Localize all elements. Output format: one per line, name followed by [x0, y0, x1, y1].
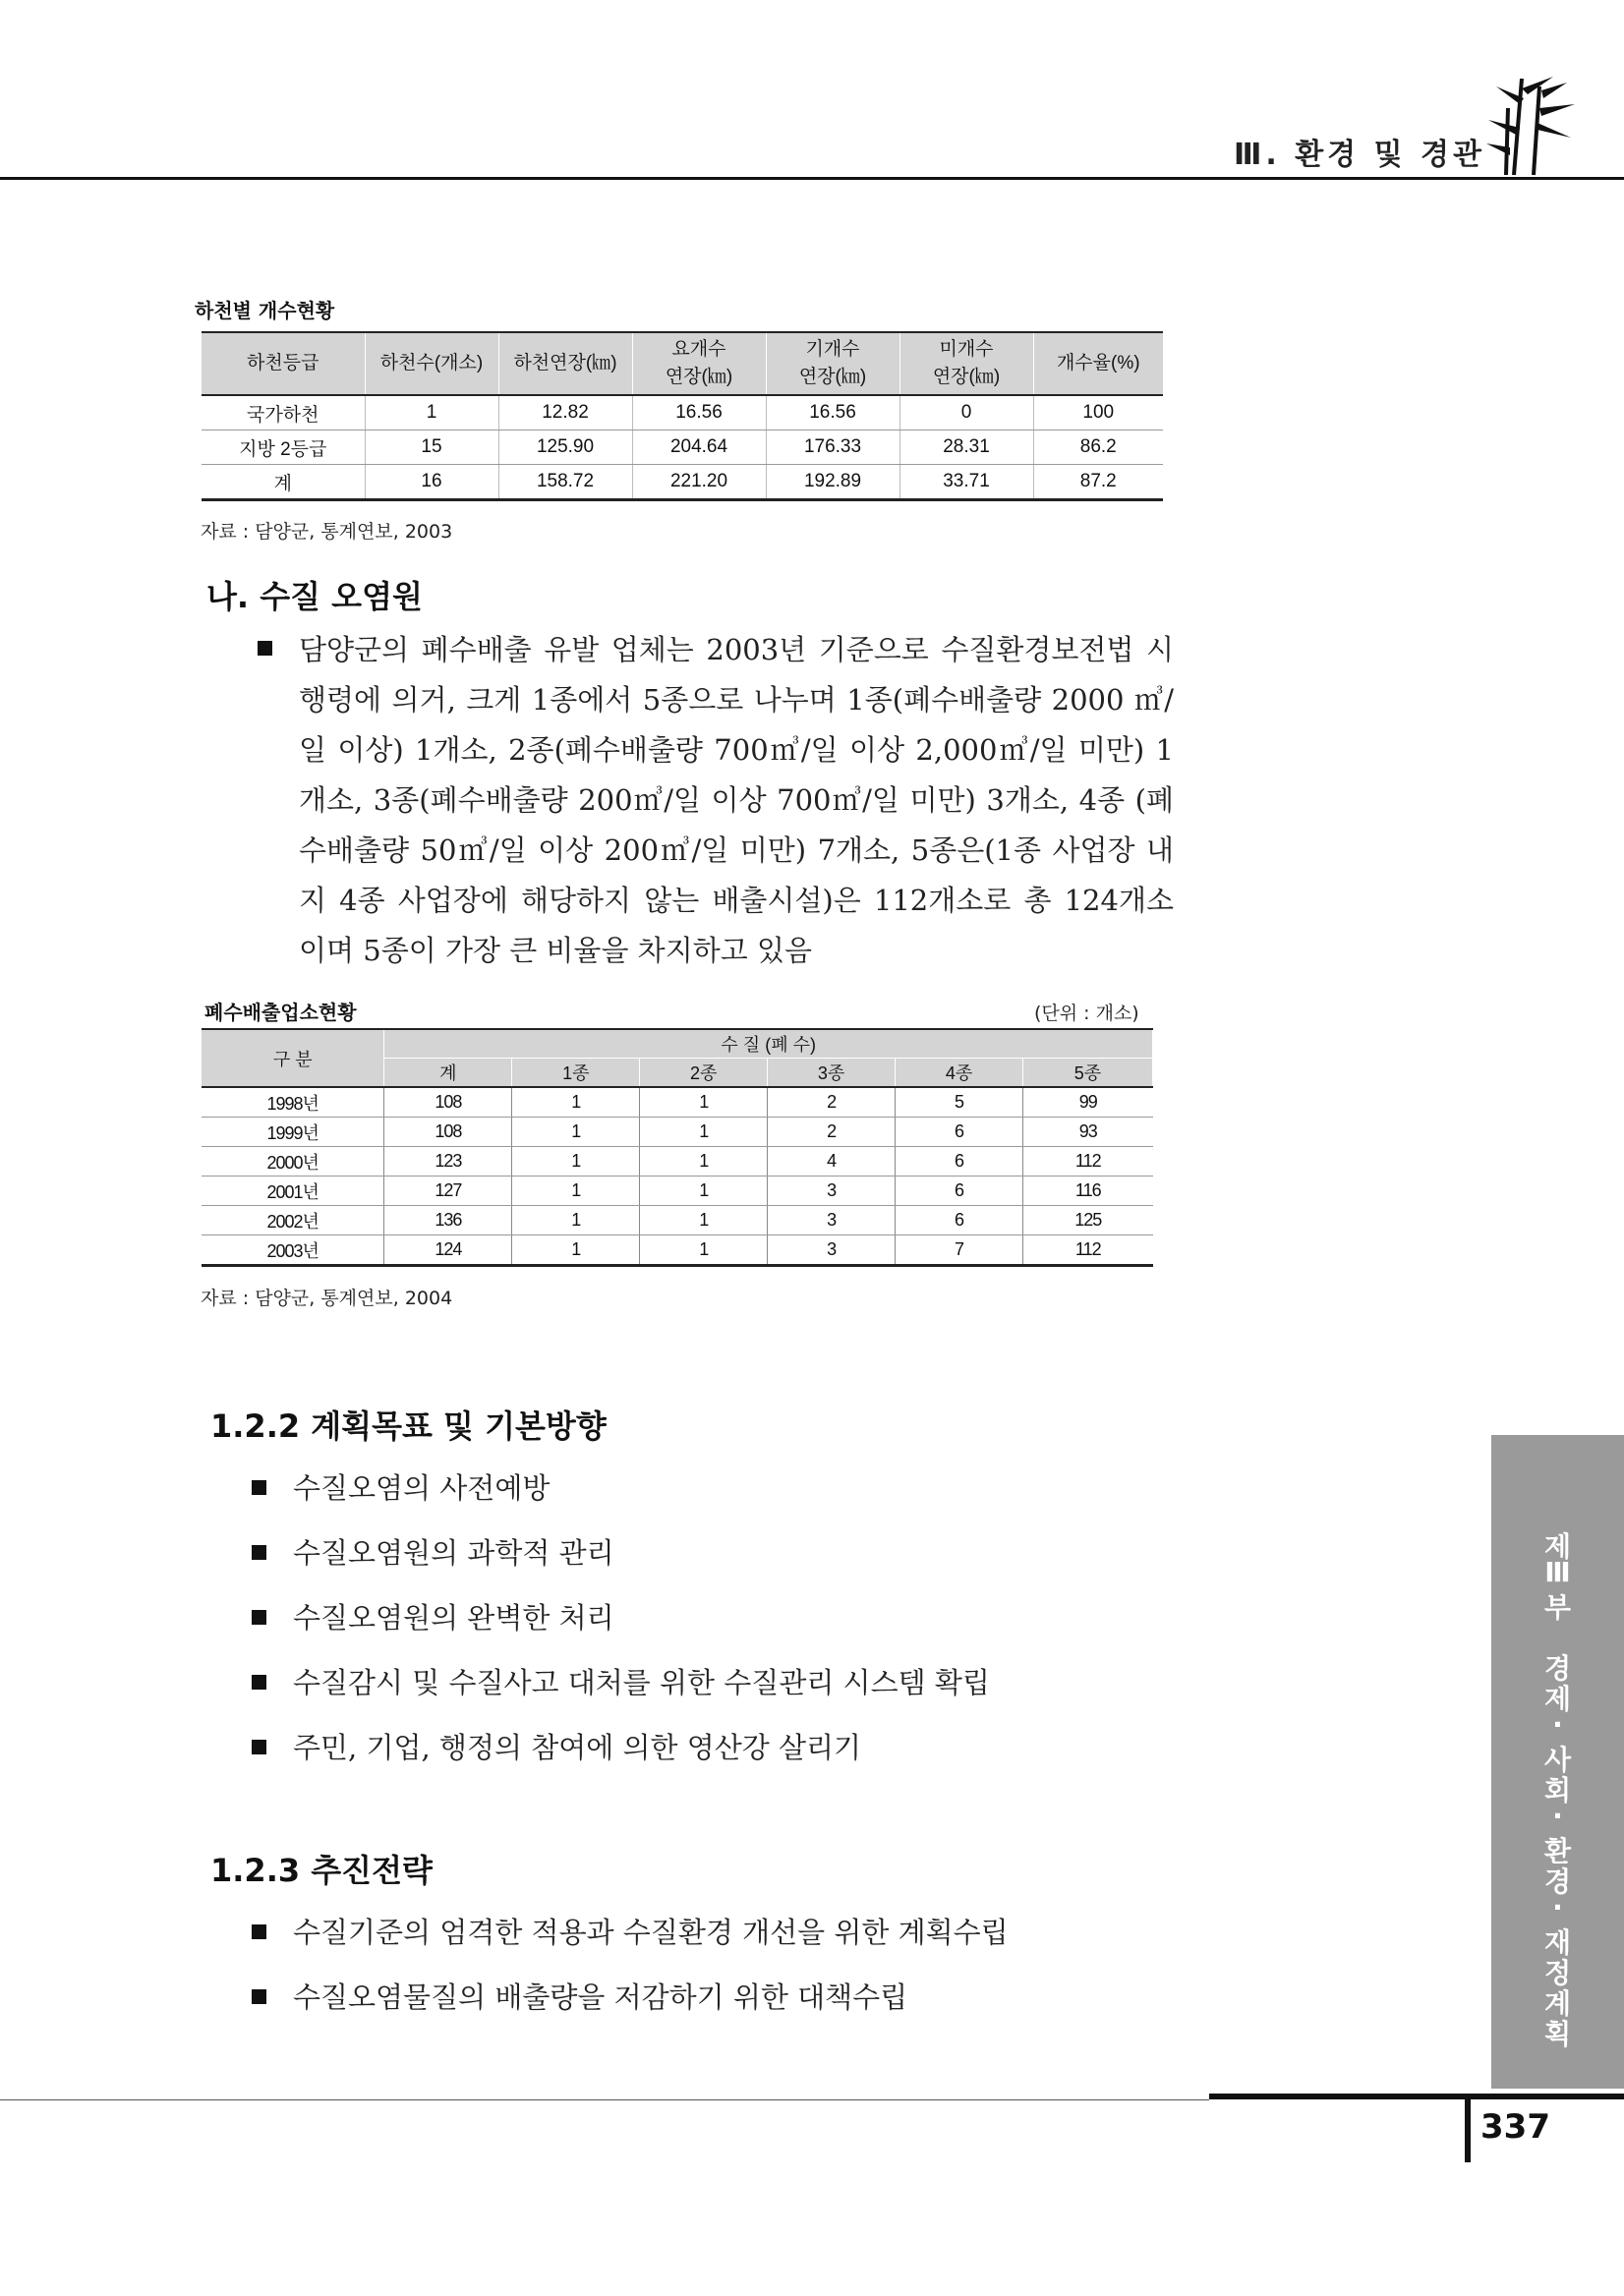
- side-tab-char: 경: [1543, 1652, 1572, 1685]
- side-tab-char: 제: [1543, 1530, 1572, 1563]
- column-header: 하천연장(㎞): [498, 332, 632, 395]
- table-header-row: [202, 332, 1163, 395]
- table-row: [202, 1087, 1153, 1118]
- column-header: 요개수 연장(㎞): [632, 332, 766, 395]
- table-row: [202, 395, 1163, 430]
- table-cell: 1: [640, 1147, 768, 1177]
- bullet-square-icon: [252, 1740, 266, 1754]
- side-tab-char: ·: [1552, 1708, 1563, 1741]
- column-header: 미개수 연장(㎞): [899, 332, 1033, 395]
- table-cell: 33.71: [899, 465, 1033, 500]
- table-cell: 112: [1023, 1235, 1153, 1266]
- table-cell: 1: [512, 1118, 640, 1147]
- section-title-plan-goals: 1.2.2 계획목표 및 기본방향: [210, 1407, 607, 1445]
- footer-rule-thick: [1209, 2094, 1624, 2099]
- side-tab-char: 제: [1543, 1683, 1572, 1715]
- table-cell: 87.2: [1033, 465, 1163, 500]
- side-tab-char: 재: [1543, 1926, 1572, 1959]
- page-number: 337: [1480, 2107, 1550, 2147]
- column-header: 5종: [1023, 1059, 1153, 1088]
- table-cell: 176.33: [766, 430, 899, 465]
- table-cell: 100: [1033, 395, 1163, 430]
- list-item: 수질오염물질의 배출량을 저감하기 위한 대책수립: [293, 1980, 908, 2014]
- table-cell: 125.90: [498, 430, 632, 465]
- side-tab-char: Ⅲ: [1544, 1556, 1571, 1588]
- table-cell: 6: [896, 1206, 1023, 1235]
- pollution-paragraph: 담양군의 폐수배출 유발 업체는 2003년 기준으로 수질환경보전법 시행령에 의거, 크게 1종에서 5종으로 나누며 1종(폐수배출량 2000 ㎥/일 이상) 1개소, 2종(폐수배출량 700㎥/일 이상 2,000㎥/일 미만) 1개소, 3종(폐수배출량 200㎥/일 이상 700㎥/일 미만) 3개소, 4종 (폐수배출량 50㎥/일 이상 200㎥/일 미만) 7개소, 5종은(1종 사업장 내지 4종 사업장에 해당하지 않는 배출시설)은 112개소로 총 124개소 이며 5종이 가장 큰 비율을 차지하고 있음: [299, 633, 1174, 967]
- table-cell: 93: [1023, 1118, 1153, 1147]
- list-item: 수질오염원의 과학적 관리: [293, 1536, 614, 1570]
- table-cell: 16: [365, 465, 498, 500]
- column-header: 4종: [896, 1059, 1023, 1088]
- river-status-table: [202, 331, 1163, 501]
- table-cell: 16.56: [632, 395, 766, 430]
- list-item: 주민, 기업, 행정의 참여에 의한 영산강 살리기: [293, 1731, 861, 1764]
- column-header: 하천수(개소): [365, 332, 498, 395]
- table2-caption: 폐수배출업소현황: [204, 1001, 357, 1024]
- table-cell: 3: [768, 1206, 896, 1235]
- column-header: 하천등급: [202, 332, 365, 395]
- table-cell: 지방 2등급: [202, 430, 365, 465]
- table-cell: 28.31: [899, 430, 1033, 465]
- table-row: [202, 1177, 1153, 1206]
- table-cell: 123: [384, 1147, 512, 1177]
- table-row: [202, 1118, 1153, 1147]
- part-side-tab: [1491, 1435, 1624, 2089]
- table-cell: 86.2: [1033, 430, 1163, 465]
- table-cell: 6: [896, 1177, 1023, 1206]
- table-cell: 1998년: [202, 1087, 384, 1118]
- table-row: [202, 1147, 1153, 1177]
- side-tab-char: 경: [1543, 1866, 1572, 1898]
- table-cell: 127: [384, 1177, 512, 1206]
- table2-unit: (단위 : 개소): [1034, 1003, 1139, 1024]
- table-cell: 2000년: [202, 1147, 384, 1177]
- header-gubun: 구 분: [202, 1029, 384, 1087]
- table-cell: 124: [384, 1235, 512, 1266]
- table-row: [202, 465, 1163, 500]
- table-cell: 1: [512, 1206, 640, 1235]
- table-cell: 6: [896, 1147, 1023, 1177]
- side-tab-char: 회: [1543, 1774, 1572, 1807]
- column-header: 3종: [768, 1059, 896, 1088]
- bullet-square-icon: [252, 1924, 266, 1939]
- footer-rule: [0, 2099, 1209, 2100]
- side-tab-char: 환: [1543, 1835, 1572, 1867]
- table-cell: 1: [365, 395, 498, 430]
- table-cell: 136: [384, 1206, 512, 1235]
- footer-bar: [1465, 2094, 1471, 2162]
- wastewater-facilities-table: [202, 1028, 1153, 1267]
- header-water-quality: 수 질 (폐 수): [384, 1029, 1153, 1059]
- table-cell: 1: [640, 1177, 768, 1206]
- column-header: 개수율(%): [1033, 332, 1163, 395]
- header-rule: [0, 177, 1624, 180]
- list-item: 수질오염의 사전예방: [293, 1471, 551, 1505]
- table-cell: 108: [384, 1118, 512, 1147]
- table-cell: 1: [640, 1206, 768, 1235]
- table2-source: 자료 : 담양군, 통계연보, 2004: [201, 1288, 453, 1309]
- list-item: 수질기준의 엄격한 적용과 수질환경 개선을 위한 계획수립: [293, 1916, 1009, 1949]
- table-row: [202, 1206, 1153, 1235]
- table1-source: 자료 : 담양군, 통계연보, 2003: [201, 521, 453, 543]
- table-cell: 5: [896, 1087, 1023, 1118]
- table-cell: 계: [202, 465, 365, 500]
- table-cell: 158.72: [498, 465, 632, 500]
- table-cell: 2003년: [202, 1235, 384, 1266]
- table-cell: 1: [512, 1177, 640, 1206]
- list-item: 수질오염원의 완벽한 처리: [293, 1601, 614, 1635]
- side-tab-char: 부: [1543, 1591, 1572, 1624]
- bullet-square-icon: [252, 1480, 266, 1495]
- table-cell: 2002년: [202, 1206, 384, 1235]
- column-header: 계: [384, 1059, 512, 1088]
- side-tab-char: 계: [1543, 1987, 1572, 2020]
- table1-caption: 하천별 개수현황: [195, 299, 335, 322]
- table-cell: 15: [365, 430, 498, 465]
- side-tab-char: ·: [1552, 1891, 1563, 1923]
- column-header: 1종: [512, 1059, 640, 1088]
- table-cell: 6: [896, 1118, 1023, 1147]
- table-cell: 2: [768, 1118, 896, 1147]
- table-cell: 1: [640, 1087, 768, 1118]
- list-item: 수질감시 및 수질사고 대처를 위한 수질관리 시스템 확립: [293, 1666, 990, 1699]
- table-cell: 12.82: [498, 395, 632, 430]
- table-cell: 1999년: [202, 1118, 384, 1147]
- table-cell: 125: [1023, 1206, 1153, 1235]
- table-row: [202, 430, 1163, 465]
- chapter-title: Ⅲ. 환경 및 경관: [1234, 138, 1485, 172]
- column-header: 2종: [640, 1059, 768, 1088]
- bullet-square-icon: [252, 1545, 266, 1560]
- table-cell: 1: [512, 1087, 640, 1118]
- table-row: [202, 1235, 1153, 1266]
- side-tab-char: 사: [1543, 1744, 1572, 1776]
- side-tab-char: 정: [1543, 1957, 1572, 1989]
- table-cell: 2: [768, 1087, 896, 1118]
- table-cell: 204.64: [632, 430, 766, 465]
- bamboo-icon: [1484, 69, 1583, 177]
- table-cell: 0: [899, 395, 1033, 430]
- table-cell: 3: [768, 1235, 896, 1266]
- table-cell: 221.20: [632, 465, 766, 500]
- table-cell: 99: [1023, 1087, 1153, 1118]
- table-cell: 2001년: [202, 1177, 384, 1206]
- section-title-strategy: 1.2.3 추진전략: [210, 1852, 433, 1889]
- table-cell: 1: [640, 1118, 768, 1147]
- bullet-square-icon: [252, 1675, 266, 1690]
- table-cell: 1: [512, 1235, 640, 1266]
- section-title-pollution-sources: 나. 수질 오염원: [206, 578, 423, 615]
- table-cell: 116: [1023, 1177, 1153, 1206]
- side-tab-char: 획: [1543, 2018, 1572, 2050]
- table-cell: 108: [384, 1087, 512, 1118]
- side-tab-char: ·: [1552, 1800, 1563, 1832]
- column-header: 기개수 연장(㎞): [766, 332, 899, 395]
- table-cell: 16.56: [766, 395, 899, 430]
- table-cell: 192.89: [766, 465, 899, 500]
- bullet-square-icon: [258, 641, 272, 656]
- bullet-square-icon: [252, 1610, 266, 1625]
- table-cell: 7: [896, 1235, 1023, 1266]
- table-cell: 국가하천: [202, 395, 365, 430]
- table-cell: 4: [768, 1147, 896, 1177]
- table-cell: 1: [640, 1235, 768, 1266]
- table-cell: 1: [512, 1147, 640, 1177]
- table-cell: 112: [1023, 1147, 1153, 1177]
- table-cell: 3: [768, 1177, 896, 1206]
- bullet-square-icon: [252, 1989, 266, 2004]
